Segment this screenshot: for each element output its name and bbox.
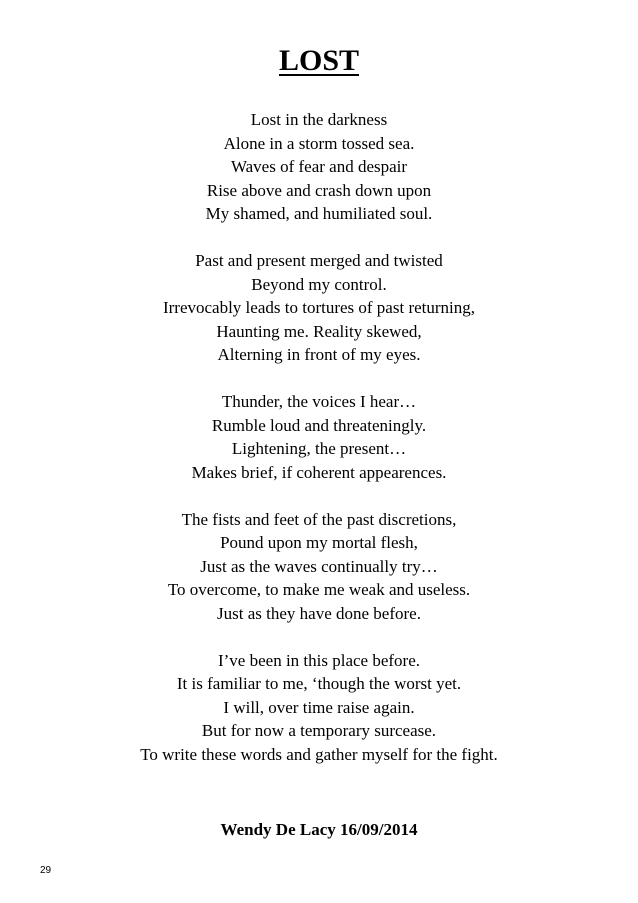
poem-line: To overcome, to make me weak and useless. — [167, 580, 471, 599]
poem-line: It is familiar to me, ‘though the worst yet. — [176, 674, 462, 693]
poem-line: Just as the waves continually try… — [200, 556, 438, 576]
poem-line: Alone in a storm tossed sea. — [223, 133, 415, 153]
poem-body — [0, 108, 638, 790]
poem-line: Waves of fear and despair — [230, 157, 408, 176]
stanza-3 — [0, 390, 638, 484]
poem-line: But for now a temporary surcease. — [201, 721, 437, 740]
stanza-4 — [0, 508, 638, 626]
poem-line: Haunting me. Reality skewed, — [216, 321, 422, 341]
poem-title: LOST — [278, 44, 360, 77]
page-number: 29 — [40, 865, 52, 876]
poem-line: Past and present merged and twisted — [195, 251, 443, 270]
poem-line: Just as they have done before. — [217, 603, 421, 623]
poem-line: I will, over time raise again. — [223, 697, 415, 717]
poem-line: Thunder, the voices I hear… — [221, 392, 417, 411]
poem-line: Beyond my control. — [251, 274, 387, 294]
poem-line: Lost in the darkness — [250, 110, 388, 129]
poem-line: The fists and feet of the past discretions, — [181, 509, 457, 529]
author-signature: Wendy De Lacy 16/09/2014 — [220, 820, 418, 839]
poem-line: My shamed, and humiliated soul. — [205, 204, 433, 223]
poem-line: Alterning in front of my eyes. — [217, 345, 421, 364]
poem-line: Rumble loud and threateningly. — [211, 415, 427, 435]
poem-line: Makes brief, if coherent appearences. — [191, 462, 447, 482]
poem-line: To write these words and gather myself for the fight. — [140, 744, 498, 764]
poem-line: I’ve been in this place before. — [217, 650, 421, 670]
poem-line: Lightening, the present… — [231, 439, 407, 458]
stanza-2 — [0, 249, 638, 367]
stanza-1 — [0, 108, 638, 226]
stanza-5 — [0, 649, 638, 767]
poem-line: Irrevocably leads to tortures of past returning, — [162, 298, 476, 317]
poem-line: Rise above and crash down upon — [206, 180, 432, 200]
poem-line: Pound upon my mortal flesh, — [220, 533, 418, 552]
